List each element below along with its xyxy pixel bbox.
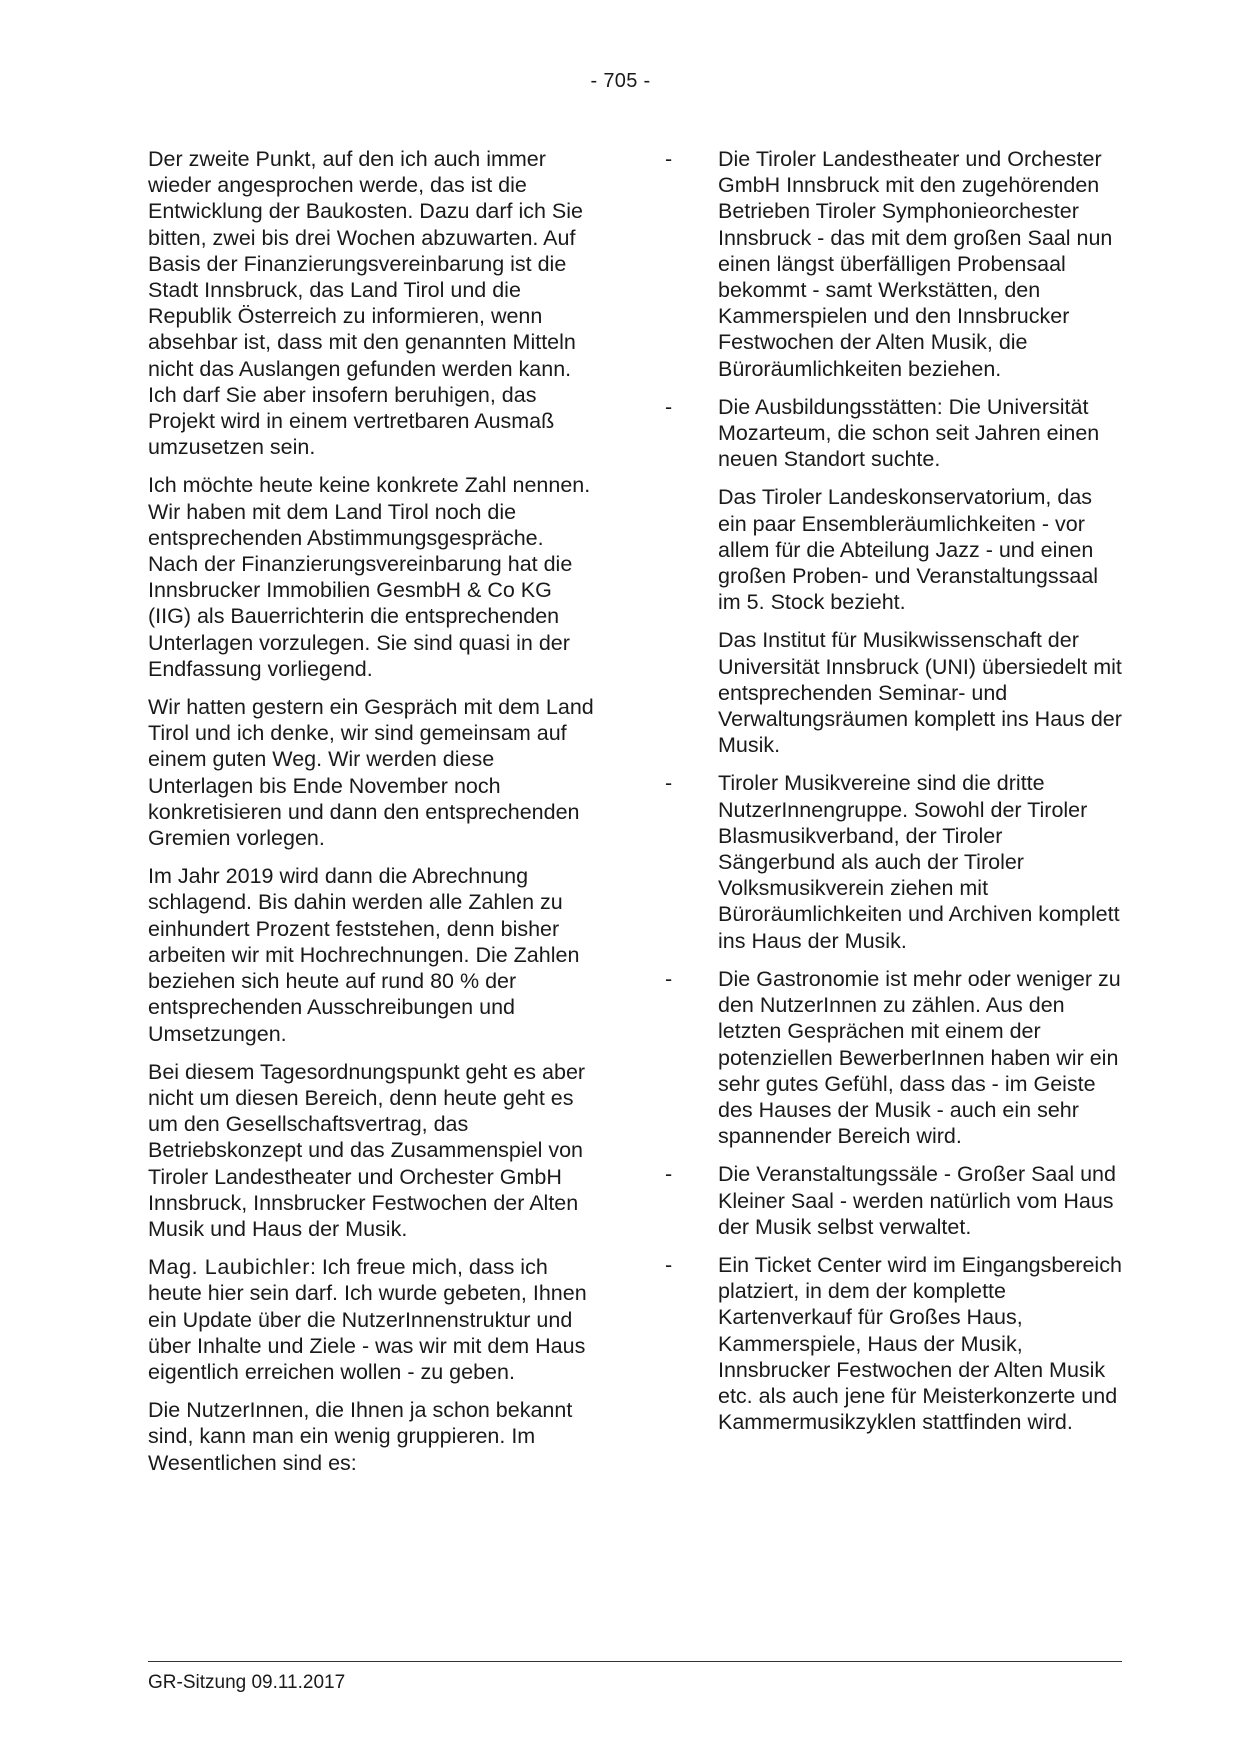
paragraph: Die NutzerInnen, die Ihnen ja schon bekannt sind, kann man ein wenig gruppieren. Im Wesentlichen sind es: — [148, 1398, 573, 1475]
footer-session-date: GR-Sitzung 09.11.2017 — [148, 1672, 346, 1693]
list-item-text: Ein Ticket Center wird im Eingangsbereich platziert, in dem der komplette Kartenverkauf für Großes Haus, Kammerspiele, Haus der Musik, Innsbrucker Festwochen der Alten Musik etc. als auch jene für Meisterkonzerte und Kammermusikzyklen stattfinden wird. — [718, 1252, 1122, 1435]
list-item — [665, 1252, 1125, 1435]
list-item-text: Die Veranstaltungssäle - Großer Saal und Kleiner Saal - werden natürlich vom Haus der Musik selbst verwaltet. — [718, 1162, 1116, 1239]
list-item-text: Das Institut für Musikwissenschaft der Universität Innsbruck (UNI) übersiedelt mit entsprechenden Seminar- und Verwaltungsräumen komplett ins Haus der Musik. — [718, 628, 1122, 758]
paragraph: Bei diesem Tagesordnungspunkt geht es aber nicht um diesen Bereich, denn heute geht es um den Gesellschaftsvertrag, das Betriebskonzept und das Zusammenspiel von Tiroler Landestheater und Orchester GmbH Innsbruck, Innsbrucker Festwochen der Alten Musik und Haus der Musik. — [148, 1059, 586, 1241]
list-dash: - — [665, 966, 673, 991]
left-column — [148, 146, 596, 1488]
footer-divider — [148, 1661, 1122, 1662]
speaker-paragraph — [148, 1254, 596, 1385]
list-item — [665, 1161, 1125, 1240]
list-item-text: Die Ausbildungsstätten: Die Universität Mozarteum, die schon seit Jahren einen neuen Standort suchte. — [718, 394, 1100, 472]
list-item-text: Die Gastronomie ist mehr oder weniger zu den NutzerInnen zu zählen. Aus den letzten Gesprächen mit einem der potenziellen BewerberInnen haben wir ein sehr gutes Gefühl, dass das - im Geiste des Hauses der Musik - auch ein sehr spannender Bereich wird. — [718, 966, 1121, 1149]
list-item — [665, 770, 1125, 953]
paragraph: Der zweite Punkt, auf den ich auch immer wieder angesprochen werde, das ist die Entwicklung der Baukosten. Dazu darf ich Sie bitten, zwei bis drei Wochen abzuwarten. Auf Basis der Finanzierungsvereinbarung ist die Stadt Innsbruck, das Land Tirol und die Republik Österreich zu informieren, wenn absehbar ist, dass mit den genannten Mitteln nicht das Auslangen gefunden werden kann. Ich darf Sie aber insofern beruhigen, das Projekt wird in einem vertretbaren Ausmaß umzusetzen sein. — [148, 147, 584, 460]
list-item — [665, 966, 1125, 1149]
speaker-text: : Ich freue mich, dass ich heute hier sein darf. Ich wurde gebeten, Ihnen ein Update über die NutzerInnenstruktur und über Inhalte und Ziele - was wir mit dem Haus eigentlich erreichen wollen - zu geben. — [148, 1255, 587, 1384]
list-dash: - — [665, 147, 673, 171]
page-number: - 705 - — [590, 70, 651, 92]
list-item-text: Das Tiroler Landeskonservatorium, das ein paar Ensembleräumlichkeiten - vor allem für die Abteilung Jazz - und einen großen Proben- und Veranstaltungssaal im 5. Stock bezieht. — [718, 485, 1099, 615]
list-dash: - — [665, 1252, 673, 1277]
speaker-name: Mag. Laubichler — [148, 1255, 310, 1280]
list-item-text: Die Tiroler Landestheater und Orchester GmbH Innsbruck mit den zugehörenden Betrieben Tiroler Symphonieorchester Innsbruck - das mit dem großen Saal nun einen längst überfälligen Probensaal bekommt - samt Werkstätten, den Kammerspielen und den Innsbrucker Festwochen der Alten Musik, die Büroräumlichkeiten beziehen. — [718, 147, 1113, 381]
list-item — [665, 146, 1125, 382]
list-dash: - — [665, 771, 673, 796]
list-item-text: Tiroler Musikvereine sind die dritte NutzerInnengruppe. Sowohl der Tiroler Blasmusikverband, der Tiroler Sängerbund als auch der Tiroler Volksmusikverein ziehen mit Büroräumlichkeiten und Archiven komplett ins Haus der Musik. — [718, 771, 1120, 953]
list-dash: - — [665, 1162, 673, 1187]
paragraph: Im Jahr 2019 wird dann die Abrechnung schlagend. Bis dahin werden alle Zahlen zu einhundert Prozent feststehen, denn bisher arbeiten wir mit Hochrechnungen. Die Zahlen beziehen sich heute auf rund 80 % der entsprechenden Ausschreibungen und Umsetzungen. — [148, 864, 580, 1046]
paragraph: Ich möchte heute keine konkrete Zahl nennen. Wir haben mit dem Land Tirol noch die entsprechenden Abstimmungsgespräche. Nach der Finanzierungsvereinbarung hat die Innsbrucker Immobilien GesmbH & Co KG (IIG) als Bauerrichterin die entsprechenden Unterlagen vorzulegen. Sie sind quasi in der Endfassung vorliegend. — [148, 473, 591, 681]
right-column — [665, 146, 1125, 1447]
list-item — [665, 394, 1125, 759]
list-dash: - — [665, 394, 673, 419]
paragraph: Wir hatten gestern ein Gespräch mit dem Land Tirol und ich denke, wir sind gemeinsam auf einem guten Weg. Wir werden diese Unterlagen bis Ende November noch konkretisieren und dann den entsprechenden Gremien vorlegen. — [148, 695, 594, 851]
